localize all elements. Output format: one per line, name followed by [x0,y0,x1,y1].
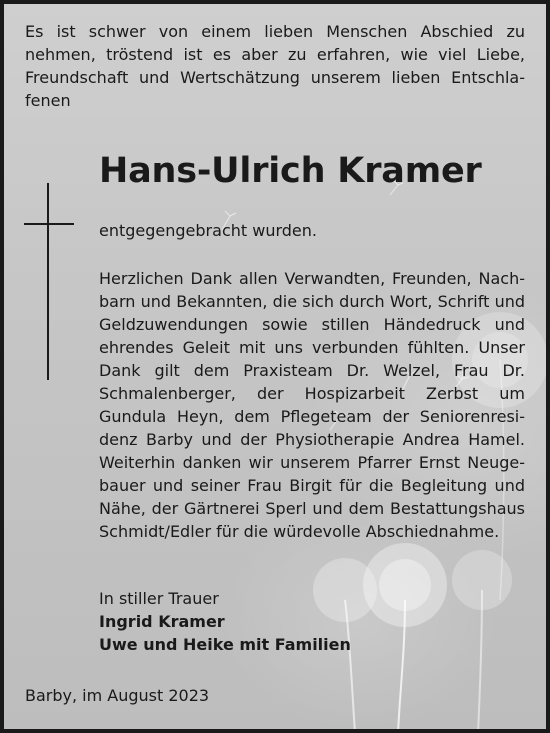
thanks-paragraph: Herzlichen Dank allen Verwandten, Freunden, Nach-barn und Bekannten, die sich durch Wort, Schrift und Geldzuwendungen sowie stillen Händedruck und ehrendes Geleit mit uns verbunden fühlten. Unser Dank gilt dem Praxisteam Dr. Welzel, Frau Dr. Schmalenberger, der Hospizarbeit Zerbst um Gundula Heyn, dem Pflegeteam der Seniorenresi-denz Barby und der Physiotherapie Andrea Hamel. Weiterhin danken wir unserem Pfarrer Ernst Neuge-bauer und seiner Frau Birgit für die Begleitung und Nähe, der Gärtnerei Sperl und dem Bestattungshaus Schmidt/Edler für die würdevolle Abschiednahme. [99,269,525,541]
after-name-text: entgegengebracht wurden. [99,221,317,240]
intro-text: Es ist schwer von einem lieben Menschen Abschied zu nehmen, tröstend ist es aber zu erfahren, wie viel Liebe, Freundschaft und Wertschätzung unserem lieben Entschla-fenen [25,22,525,110]
closing-line: In stiller Trauer [99,589,219,608]
signatory-1: Ingrid Kramer [99,612,225,631]
deceased-name: Hans-Ulrich Kramer [99,151,482,191]
closing-block [99,587,519,656]
signatory-2: Uwe und Heike mit Familien [99,635,351,654]
cross-icon [24,183,74,380]
place-date: Barby, im August 2023 [25,686,210,705]
